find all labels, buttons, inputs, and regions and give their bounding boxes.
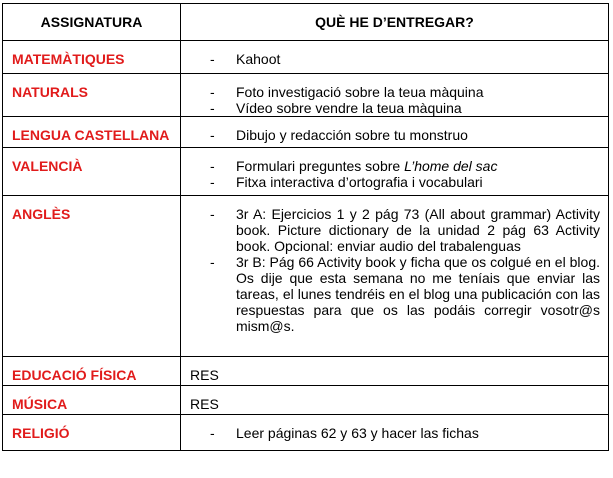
task-item — [181, 100, 608, 116]
dash-bullet: - — [210, 254, 215, 270]
tasks-cell: RES — [181, 357, 609, 386]
subject-cell: ANGLÈS — [3, 196, 181, 357]
header-row — [3, 4, 609, 41]
subject-cell: MÚSICA — [3, 386, 181, 415]
table-row — [3, 357, 609, 386]
dash-bullet: - — [210, 206, 215, 222]
task-text: 3r A: Ejercicios 1 y 2 pág 73 (All about grammar) Activity book. Picture dictionary de la unidad 2 pág 63 Activity book. Opcional: enviar audio del trabalenguas — [236, 206, 600, 254]
dash-bullet: - — [210, 127, 215, 143]
subject-cell: RELIGIÓ — [3, 415, 181, 451]
task-item — [181, 254, 608, 334]
task-item — [181, 127, 608, 143]
task-item — [181, 174, 608, 190]
dash-bullet: - — [210, 84, 215, 100]
dash-bullet: - — [210, 51, 215, 67]
task-item — [181, 206, 608, 254]
dash-bullet: - — [210, 100, 215, 116]
tasks-cell — [181, 41, 609, 74]
dash-bullet: - — [210, 425, 215, 441]
dash-bullet: - — [210, 158, 215, 174]
task-text: Foto investigació sobre la teua màquina — [236, 84, 484, 100]
table-row — [3, 196, 609, 357]
tasks-cell — [181, 148, 609, 196]
task-text: Vídeo sobre vendre la teua màquina — [236, 100, 462, 116]
subject-cell: VALENCIÀ — [3, 148, 181, 196]
table-row — [3, 386, 609, 415]
tasks-cell — [181, 196, 609, 357]
dash-bullet: - — [210, 174, 215, 190]
task-text: Leer páginas 62 y 63 y hacer las fichas — [236, 425, 479, 441]
tasks-cell — [181, 415, 609, 451]
tasks-cell — [181, 117, 609, 148]
tasks-cell — [181, 74, 609, 117]
subject-cell: LENGUA CASTELLANA — [3, 117, 181, 148]
task-text: Kahoot — [236, 51, 281, 67]
table-row — [3, 74, 609, 117]
table-row — [3, 415, 609, 451]
table-row — [3, 148, 609, 196]
subject-cell: EDUCACIÓ FÍSICA — [3, 357, 181, 386]
task-item — [181, 84, 608, 100]
header-subject: ASSIGNATURA — [3, 4, 181, 41]
subject-cell: NATURALS — [3, 74, 181, 117]
table-row — [3, 117, 609, 148]
task-item — [181, 425, 608, 441]
task-text: Dibujo y redacción sobre tu monstruo — [236, 127, 468, 143]
table-row — [3, 41, 609, 74]
task-text: Formulari preguntes sobre — [236, 158, 401, 174]
task-item — [181, 51, 608, 67]
homework-table — [2, 3, 609, 451]
task-text: Fitxa interactiva d’ortografia i vocabulari — [236, 174, 483, 190]
subject-cell: MATEMÀTIQUES — [3, 41, 181, 74]
task-text: 3r B: Pág 66 Activity book y ficha que os colgué en el blog. Os dije que esta semana no me teníais que enviar las tareas, el lunes tendréis en el blog una publicación con las respuestas para que os las podáis corregir vosotr@s mism@s. — [236, 254, 600, 334]
task-item — [181, 158, 608, 174]
header-delivery: QUÈ HE D’ENTREGAR? — [181, 4, 609, 41]
book-title: L’home del sac — [404, 158, 498, 174]
tasks-cell: RES — [181, 386, 609, 415]
